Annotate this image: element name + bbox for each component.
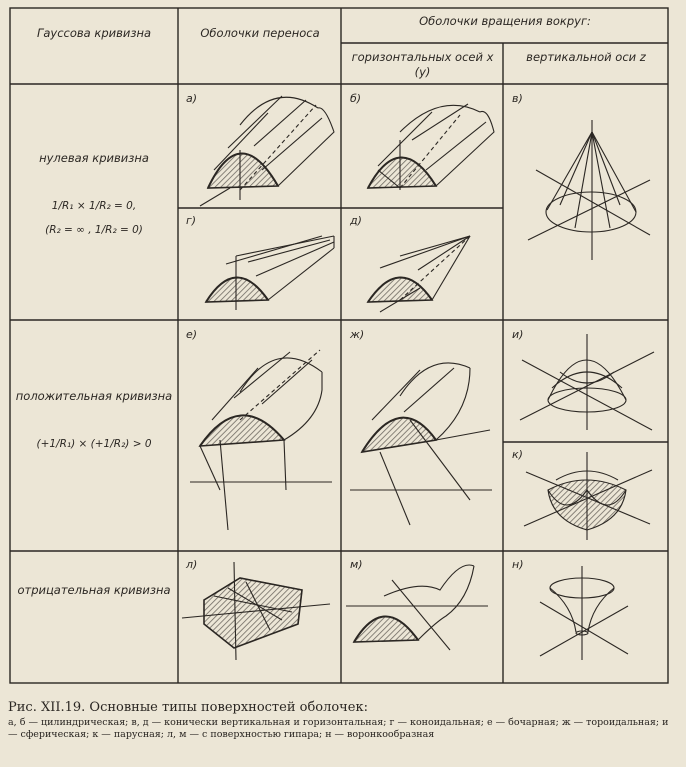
cell-tag-i: и) xyxy=(512,328,524,341)
shell-d-cone-horizontal xyxy=(368,236,470,312)
shell-i-spherical xyxy=(520,334,654,430)
row-label-negative-curvature: отрицательная кривизна xyxy=(17,583,171,597)
cell-tag-k: к) xyxy=(512,448,523,461)
cell-tag-l: л) xyxy=(186,558,198,571)
shell-m-hypar-rotation xyxy=(346,565,488,650)
cell-tag-g: г) xyxy=(186,214,197,227)
figure-caption: Рис. XII.19. Основные типы поверхностей оболочек: xyxy=(8,700,368,715)
header-horizontal-axes: горизонтальных осей x (y) xyxy=(351,50,494,79)
header-gaussian-curvature: Гауссова кривизна xyxy=(36,26,152,40)
cell-tag-zh: ж) xyxy=(350,328,365,341)
cell-tag-d: д) xyxy=(350,214,362,227)
header-vertical-axis: вертикальной оси z xyxy=(526,50,646,64)
shell-k-sail xyxy=(524,452,652,540)
cell-tag-a: а) xyxy=(186,92,198,105)
shell-g-conoidal xyxy=(206,236,334,310)
shell-a-cylindrical xyxy=(200,96,334,206)
row-formula-zero-2: (R₂ = ∞ , 1/R₂ = 0) xyxy=(45,224,143,236)
row-label-zero-curvature: нулевая кривизна xyxy=(39,151,149,165)
row-formula-positive: (+1/R₁) × (+1/R₂) > 0 xyxy=(36,438,152,450)
cell-tag-m: м) xyxy=(350,558,363,571)
shell-n-funnel xyxy=(540,566,628,660)
row-label-positive-curvature: положительная кривизна xyxy=(15,389,173,403)
cell-tag-b: б) xyxy=(350,92,362,105)
figure-legend: а, б — цилиндрическая; в, д — конически вертикальная и горизонтальная; г — коноидальная; е — бочарная; ж — тороидальная; и — сферическая; к — парусная; л, м — с поверхностью гипара; н — воронкообразная xyxy=(8,717,669,740)
shell-b-cylindrical-rotation xyxy=(368,104,494,190)
header-rotation-shells: Оболочки вращения вокруг: xyxy=(419,14,591,28)
row-formula-zero-1: 1/R₁ × 1/R₂ = 0, xyxy=(51,200,137,212)
header-translation-shells: Оболочки переноса xyxy=(200,26,320,40)
cell-tag-n: н) xyxy=(512,558,524,571)
cell-tag-v: в) xyxy=(512,92,523,105)
cell-tag-e: е) xyxy=(186,328,198,341)
shell-l-hypar xyxy=(182,562,330,660)
shell-e-barrel xyxy=(190,350,332,530)
shell-zh-toroidal xyxy=(350,363,492,525)
shell-v-cone xyxy=(528,120,650,260)
